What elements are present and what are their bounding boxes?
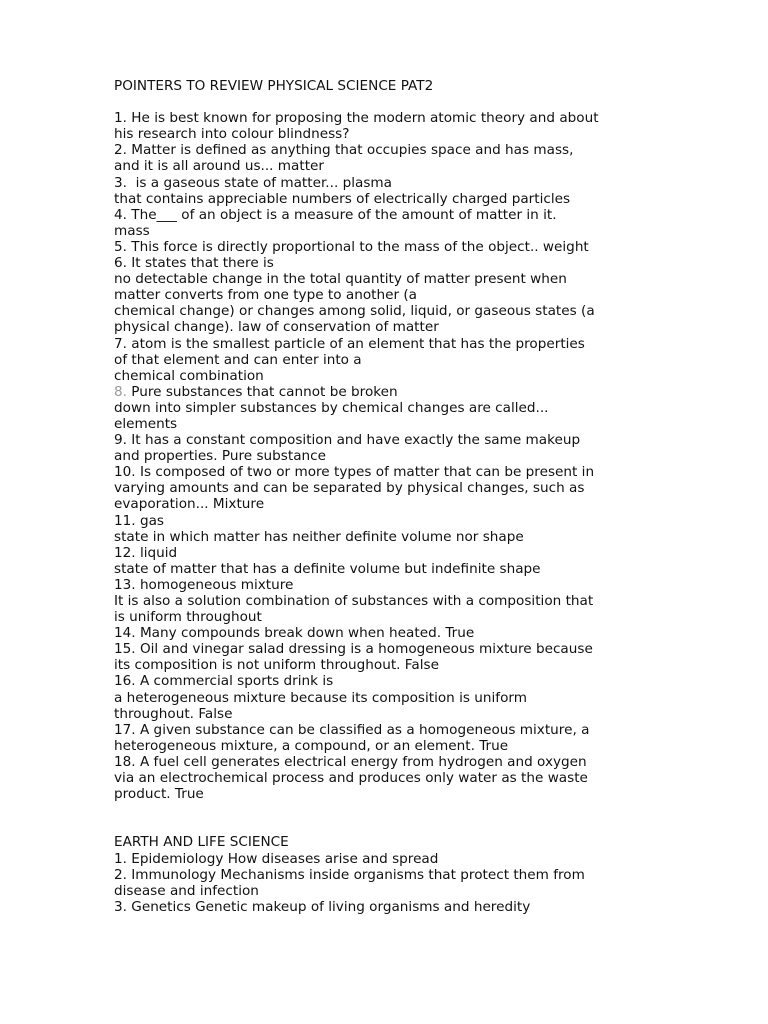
earth-life-science-list — [114, 851, 659, 915]
list-item-line: It is also a solution combination of substances with a composition that — [114, 593, 594, 609]
list-item-line: elements — [114, 415, 178, 432]
list-item-line: a heterogeneous mixture because its composition is uniform — [114, 689, 527, 706]
list-item-line: chemical change) or changes among solid, liquid, or gaseous states (a — [114, 303, 595, 320]
document-title: POINTERS TO REVIEW PHYSICAL SCIENCE PAT2 — [114, 78, 434, 94]
list-item-line: 16. A commercial sports drink is — [114, 673, 334, 690]
list-item-line: that contains appreciable numbers of electrically charged particles — [114, 190, 571, 207]
list-item-line: 2. Matter is defined as anything that occupies space and has mass, — [114, 142, 574, 159]
list-item-line: and it is all around us... matter — [114, 158, 324, 175]
list-item-line: 2. Immunology Mechanisms inside organisms that protect them from — [114, 866, 585, 883]
list-item-line: 14. Many compounds break down when heated. True — [114, 625, 475, 642]
list-item-line: physical change). law of conservation of matter — [114, 319, 439, 336]
list-item-line: matter converts from one type to another (a — [114, 287, 417, 304]
list-item-line: is uniform throughout — [114, 609, 262, 626]
list-item-line: state in which matter has neither definite volume nor shape — [114, 528, 524, 545]
section-title: EARTH AND LIFE SCIENCE — [114, 834, 289, 851]
list-item-line: 9. It has a constant composition and have exactly the same makeup — [114, 432, 581, 449]
list-item-line: 17. A given substance can be classified as a homogeneous mixture, a — [114, 721, 590, 738]
item-number: 8. — [114, 383, 127, 400]
list-item-line: product. True — [114, 786, 204, 803]
list-item-line: 3. is a gaseous state of matter... plasma — [114, 174, 392, 191]
list-item-line: 15. Oil and vinegar salad dressing is a homogeneous mixture because — [114, 641, 593, 658]
list-item-line: via an electrochemical process and produces only water as the waste — [114, 770, 588, 787]
list-item-line: 6. It states that there is — [114, 255, 274, 272]
list-item-line: evaporation... Mixture — [114, 496, 265, 513]
list-item-line: of that element and can enter into a — [114, 351, 362, 368]
list-item-line: 4. The___ of an object is a measure of the amount of matter in it. — [114, 206, 557, 223]
list-item-line: disease and infection — [114, 882, 259, 899]
list-item-line: mass — [114, 222, 150, 239]
list-item-line: his research into colour blindness? — [114, 126, 350, 143]
list-item-line: heterogeneous mixture, a compound, or an element. True — [114, 737, 509, 754]
spacer — [114, 802, 659, 834]
document-body — [114, 78, 659, 915]
list-item-line: 5. This force is directly proportional to the mass of the object.. weight — [114, 238, 589, 255]
list-item-line: 7. atom is the smallest particle of an element that has the properties — [114, 335, 585, 352]
list-item-line: down into simpler substances by chemical changes are called... — [114, 399, 549, 416]
list-item-line: 1. He is best known for proposing the modern atomic theory and about — [114, 110, 599, 127]
list-item-line: varying amounts and can be separated by physical changes, such as — [114, 480, 585, 497]
list-item-line: 1. Epidemiology How diseases arise and spread — [114, 850, 439, 867]
list-item-line: throughout. False — [114, 705, 233, 722]
list-item-line: no detectable change in the total quantity of matter present when — [114, 271, 567, 288]
list-item-line: its composition is not uniform throughout. False — [114, 657, 439, 674]
list-item-line: 13. homogeneous mixture — [114, 576, 294, 593]
list-item-line: 11. gas — [114, 512, 164, 529]
list-item-line — [114, 384, 659, 400]
physical-science-list-continued — [114, 400, 659, 802]
list-item-line: state of matter that has a definite volume but indefinite shape — [114, 560, 541, 577]
physical-science-list — [114, 110, 659, 384]
list-item-line: 10. Is composed of two or more types of matter that can be present in — [114, 464, 595, 481]
item-text: Pure substances that cannot be broken — [126, 383, 398, 400]
list-item-line: chemical combination — [114, 367, 264, 384]
list-item-line: 12. liquid — [114, 544, 178, 561]
list-item-line: 3. Genetics Genetic makeup of living organisms and heredity — [114, 898, 531, 915]
list-item-line: and properties. Pure substance — [114, 448, 326, 465]
spacer — [114, 94, 659, 110]
list-item-line: 18. A fuel cell generates electrical energy from hydrogen and oxygen — [114, 753, 587, 770]
